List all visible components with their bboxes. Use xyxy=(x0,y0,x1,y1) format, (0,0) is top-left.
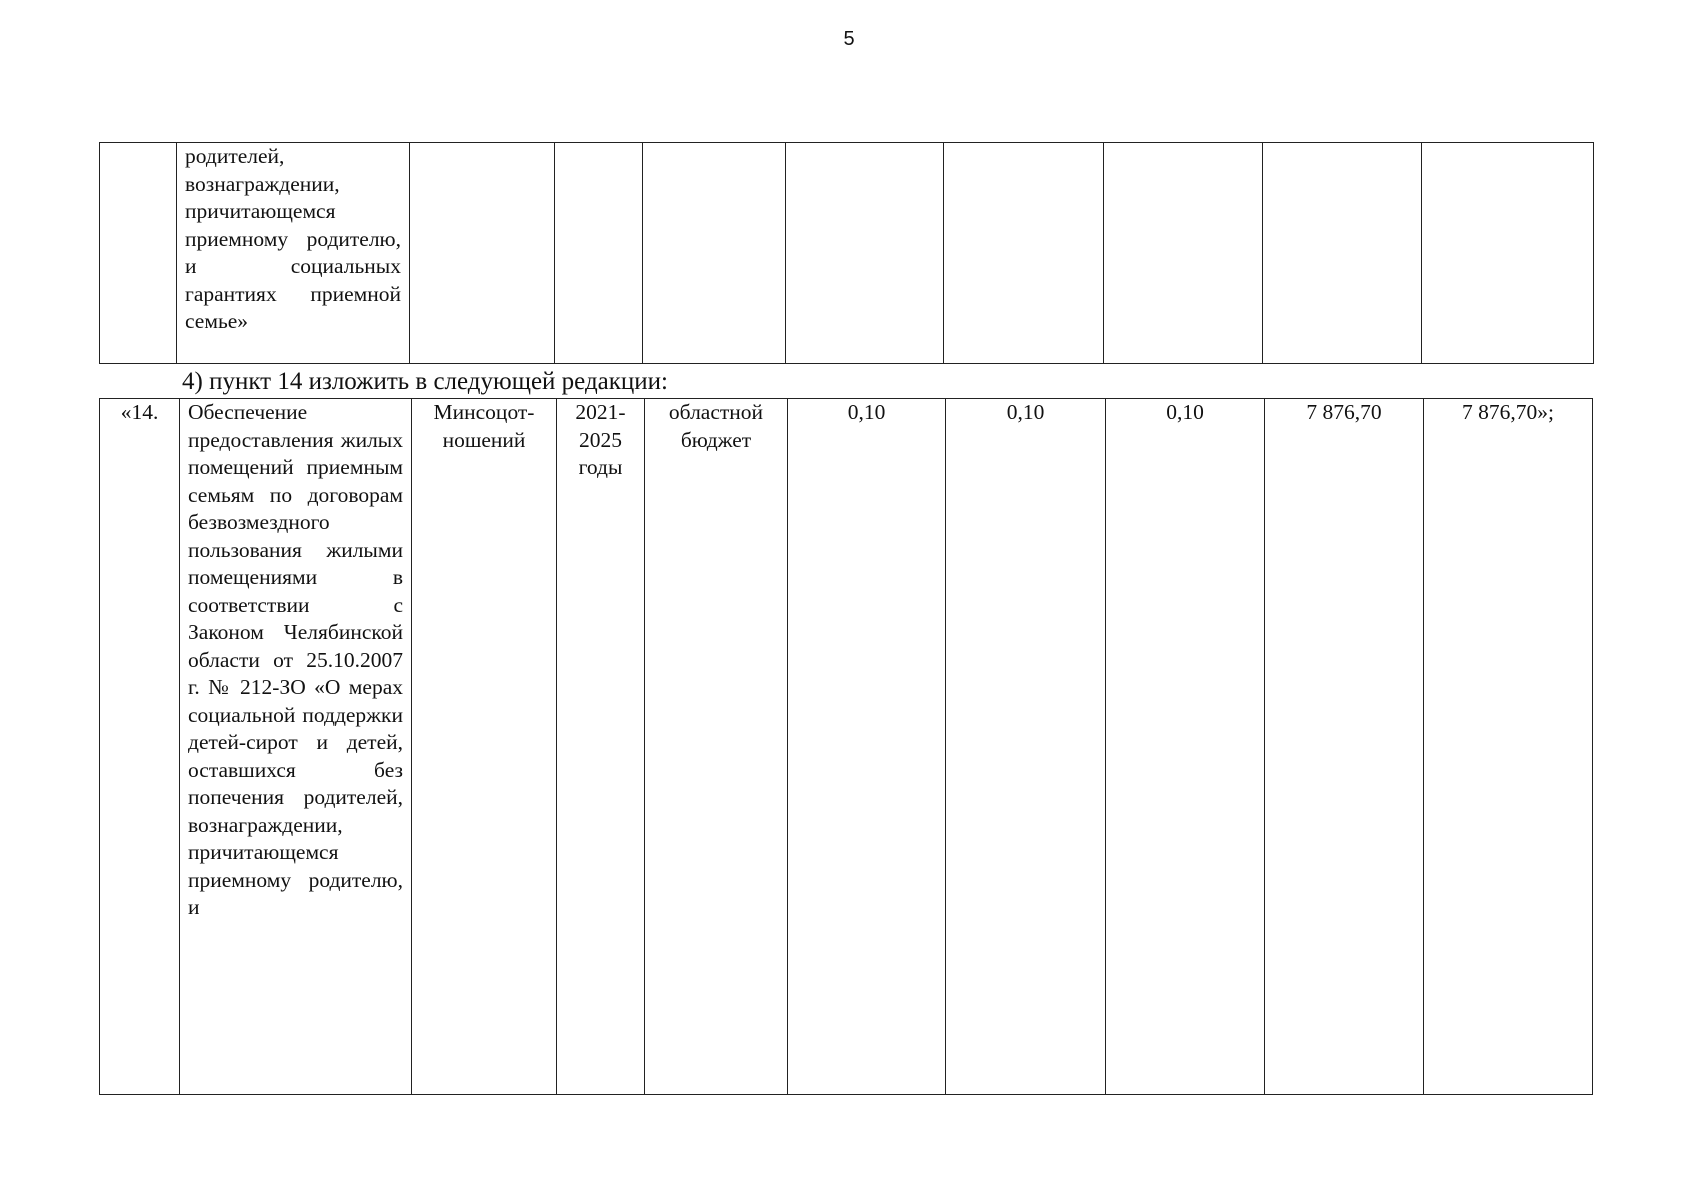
program-table-item-14 xyxy=(99,398,1593,1095)
program-table-continuation xyxy=(99,142,1594,364)
cell-executor: Минсоцот-ношений xyxy=(412,399,557,1095)
table-row xyxy=(100,143,1594,364)
cell-source xyxy=(643,143,786,364)
cell-value: 7 876,70»; xyxy=(1424,399,1593,1095)
cell-value: 0,10 xyxy=(1106,399,1265,1095)
cell-number xyxy=(100,143,177,364)
cell-value: 0,10 xyxy=(788,399,946,1095)
cell-period: 2021-2025 годы xyxy=(557,399,645,1095)
cell-value xyxy=(786,143,944,364)
cell-value xyxy=(1263,143,1422,364)
cell-number: «14. xyxy=(100,399,180,1095)
cell-value xyxy=(944,143,1104,364)
cell-description: Обеспечение предоставления жилых помещений приемным семьям по договорам безвозмездного пользования жилыми помещениями в соответствии с Законом Челябинской области от 25.10.2007 г. № 212-ЗО «О мерах социальной поддержки детей-сирот и детей, оставшихся без попечения родителей, вознаграждении, причитающемся приемному родителю, и xyxy=(180,399,412,1095)
cell-value: 7 876,70 xyxy=(1265,399,1424,1095)
cell-value: 0,10 xyxy=(946,399,1106,1095)
cell-value xyxy=(1422,143,1594,364)
page-number: 5 xyxy=(843,28,855,50)
cell-source: областной бюджет xyxy=(645,399,788,1095)
table-row xyxy=(100,399,1593,1095)
amendment-text: 4) пункт 14 изложить в следующей редакции: xyxy=(182,368,668,395)
cell-description: родителей, вознаграждении, причитающемся приемному родителю, и социальных гарантиях приемной семье» xyxy=(177,143,410,364)
cell-period xyxy=(555,143,643,364)
cell-executor xyxy=(410,143,555,364)
cell-value xyxy=(1104,143,1263,364)
